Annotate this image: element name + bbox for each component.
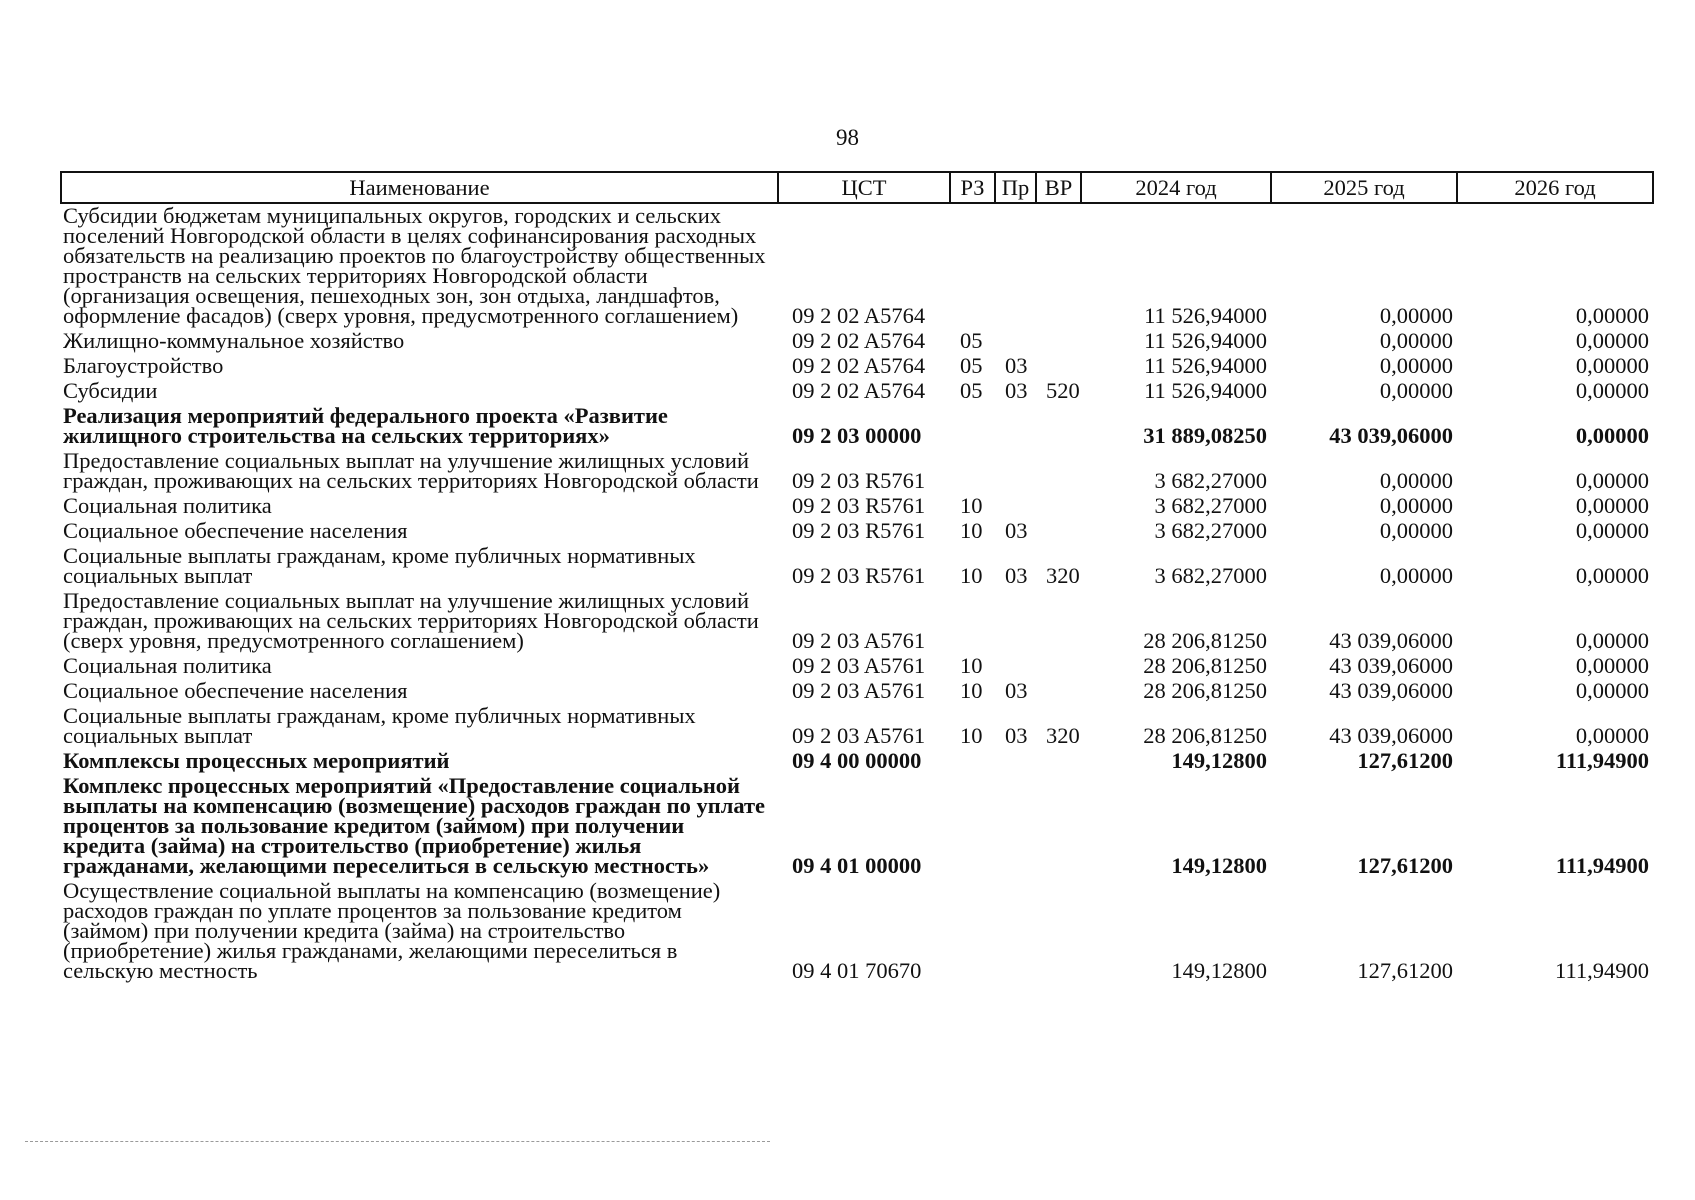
cell-pr [995, 203, 1036, 329]
cell-2026: 111,94900 [1555, 853, 1649, 878]
cell-pr [995, 494, 1036, 519]
cell-cst: 09 4 00 00000 [792, 748, 922, 773]
cell-cst: 09 2 03 R5761 [792, 518, 926, 543]
table-row [61, 544, 1653, 589]
cell-2025: 127,61200 [1357, 853, 1453, 878]
header-name: Наименование [61, 172, 778, 203]
cell-2025: 0,00000 [1379, 563, 1453, 588]
cell-2025: 127,61200 [1357, 748, 1453, 773]
cell-name: Осуществление социальной выплаты на компенсацию (возмещение) расходов граждан по уплате процентов за пользование кредитом (займом) при получении кредита (займа) на строительство (приобретение) жилья гражданами, желающими переселиться в сельскую местность [63, 878, 721, 983]
header-2025: 2025 год [1271, 172, 1457, 203]
table-row [61, 354, 1653, 379]
cell-rz [950, 404, 995, 449]
cell-name: Предоставление социальных выплат на улучшение жилищных условий граждан, проживающих на сельских территориях Новгородской области (сверх уровня, предусмотренного соглашением) [63, 588, 759, 653]
cell-rz [950, 203, 995, 329]
cell-pr [995, 449, 1036, 494]
cell-2026: 0,00000 [1575, 653, 1649, 678]
cell-2025: 43 039,06000 [1329, 723, 1453, 748]
cell-cst: 09 2 02 A5764 [792, 378, 926, 403]
cell-2024: 149,12800 [1171, 748, 1267, 773]
table-row [61, 404, 1653, 449]
page-number: 98 [836, 125, 859, 150]
header-2026: 2026 год [1457, 172, 1653, 203]
header-2024: 2024 год [1081, 172, 1271, 203]
cell-name: Социальная политика [63, 653, 272, 678]
table-row [61, 203, 1653, 329]
cell-2026: 0,00000 [1575, 468, 1649, 493]
cell-vr [1036, 354, 1081, 379]
cell-cst: 09 4 01 00000 [792, 853, 922, 878]
header-cst: ЦСТ [778, 172, 950, 203]
cell-cst: 09 2 02 A5764 [792, 328, 926, 353]
cell-rz: 10 [960, 678, 983, 703]
cell-cst: 09 2 03 00000 [792, 423, 922, 448]
cell-rz [950, 879, 995, 984]
cell-2025: 43 039,06000 [1329, 653, 1453, 678]
table-row [61, 654, 1653, 679]
table-row [61, 879, 1653, 984]
cell-vr: 320 [1046, 723, 1080, 748]
cell-2025: 127,61200 [1357, 958, 1453, 983]
cell-vr [1036, 749, 1081, 774]
cell-pr: 03 [1005, 723, 1028, 748]
cell-rz [950, 774, 995, 879]
cell-pr: 03 [1005, 518, 1028, 543]
cell-2024: 28 206,81250 [1143, 628, 1267, 653]
cell-pr: 03 [1005, 353, 1028, 378]
cell-2024: 28 206,81250 [1143, 653, 1267, 678]
cell-pr [995, 404, 1036, 449]
cell-name: Социальные выплаты гражданам, кроме публичных нормативных социальных выплат [63, 543, 696, 588]
cell-pr: 03 [1005, 378, 1028, 403]
cell-pr [995, 774, 1036, 879]
cell-name: Социальные выплаты гражданам, кроме публичных нормативных социальных выплат [63, 703, 696, 748]
table-row [61, 329, 1653, 354]
cell-pr [995, 749, 1036, 774]
cell-name: Социальная политика [63, 493, 272, 518]
cell-2024: 11 526,94000 [1144, 303, 1267, 328]
cell-name: Социальное обеспечение населения [63, 518, 408, 543]
cell-2026: 0,00000 [1575, 328, 1649, 353]
cell-2026: 0,00000 [1575, 628, 1649, 653]
cell-cst: 09 2 03 A5761 [792, 628, 926, 653]
header-rz: РЗ [950, 172, 995, 203]
cell-2024: 11 526,94000 [1144, 328, 1267, 353]
cell-pr [995, 589, 1036, 654]
table-row [61, 774, 1653, 879]
cell-vr: 320 [1046, 563, 1080, 588]
cell-2025: 43 039,06000 [1329, 423, 1453, 448]
cell-vr [1036, 449, 1081, 494]
table-row [61, 589, 1653, 654]
cell-rz: 05 [960, 353, 983, 378]
footer-divider [25, 1141, 770, 1142]
cell-name: Социальное обеспечение населения [63, 678, 408, 703]
cell-rz [950, 749, 995, 774]
cell-2026: 111,94900 [1555, 748, 1649, 773]
cell-vr: 520 [1046, 378, 1080, 403]
cell-name: Жилищно-коммунальное хозяйство [63, 328, 405, 353]
cell-2026: 111,94900 [1555, 958, 1649, 983]
cell-2025: 0,00000 [1379, 378, 1453, 403]
table-row [61, 749, 1653, 774]
table-row [61, 704, 1653, 749]
cell-2024: 3 682,27000 [1154, 493, 1267, 518]
cell-cst: 09 2 03 R5761 [792, 468, 926, 493]
cell-vr [1036, 589, 1081, 654]
cell-rz: 10 [960, 723, 983, 748]
cell-cst: 09 4 01 70670 [792, 958, 922, 983]
cell-name: Субсидии [63, 378, 158, 403]
cell-vr [1036, 404, 1081, 449]
cell-2026: 0,00000 [1575, 353, 1649, 378]
cell-vr [1036, 203, 1081, 329]
cell-2026: 0,00000 [1575, 678, 1649, 703]
cell-2026: 0,00000 [1575, 518, 1649, 543]
cell-2025: 0,00000 [1379, 353, 1453, 378]
cell-name: Благоустройство [63, 353, 224, 378]
cell-2025: 0,00000 [1379, 328, 1453, 353]
table-row [61, 494, 1653, 519]
cell-2025: 0,00000 [1379, 493, 1453, 518]
cell-2025: 0,00000 [1379, 303, 1453, 328]
cell-2025: 43 039,06000 [1329, 678, 1453, 703]
cell-cst: 09 2 03 R5761 [792, 493, 926, 518]
cell-2024: 11 526,94000 [1144, 378, 1267, 403]
cell-2024: 28 206,81250 [1143, 723, 1267, 748]
cell-2024: 3 682,27000 [1154, 518, 1267, 543]
cell-2026: 0,00000 [1575, 378, 1649, 403]
cell-2026: 0,00000 [1575, 723, 1649, 748]
cell-cst: 09 2 02 A5764 [792, 353, 926, 378]
cell-2024: 11 526,94000 [1144, 353, 1267, 378]
cell-rz: 05 [960, 378, 983, 403]
cell-pr [995, 654, 1036, 679]
cell-2024: 3 682,27000 [1154, 468, 1267, 493]
cell-vr [1036, 879, 1081, 984]
cell-2024: 149,12800 [1171, 958, 1267, 983]
cell-vr [1036, 494, 1081, 519]
cell-name: Реализация мероприятий федерального проекта «Развитие жилищного строительства на сельских территориях» [63, 403, 668, 448]
table-row [61, 449, 1653, 494]
cell-rz: 10 [960, 563, 983, 588]
cell-2026: 0,00000 [1575, 563, 1649, 588]
cell-vr [1036, 774, 1081, 879]
cell-name: Субсидии бюджетам муниципальных округов, городских и сельских поселений Новгородской области в целях софинансирования расходных обязательств на реализацию проектов по благоустройству общественных пространств на сельских территориях Новгородской области (организация освещения, пешеходных зон, зон отдыха, ландшафтов, оформление фасадов) (сверх уровня, предусмотренного соглашением) [63, 203, 766, 328]
cell-2026: 0,00000 [1575, 423, 1649, 448]
cell-2025: 0,00000 [1379, 468, 1453, 493]
cell-2024: 149,12800 [1171, 853, 1267, 878]
table-row [61, 679, 1653, 704]
table-row [61, 379, 1653, 404]
cell-cst: 09 2 03 A5761 [792, 678, 926, 703]
cell-rz [950, 449, 995, 494]
cell-2024: 31 889,08250 [1143, 423, 1267, 448]
cell-rz: 05 [960, 328, 983, 353]
cell-cst: 09 2 03 R5761 [792, 563, 926, 588]
cell-vr [1036, 329, 1081, 354]
cell-cst: 09 2 02 A5764 [792, 303, 926, 328]
cell-rz [950, 589, 995, 654]
cell-rz: 10 [960, 518, 983, 543]
budget-table [60, 171, 1654, 984]
cell-name: Комплексы процессных мероприятий [63, 748, 450, 773]
table-body [61, 203, 1653, 984]
cell-2024: 3 682,27000 [1154, 563, 1267, 588]
cell-name: Комплекс процессных мероприятий «Предоставление социальной выплаты на компенсацию (возмещение) расходов граждан по уплате процентов за пользование кредитом (займом) при получении кредита (займа) на строительство (приобретение) жилья гражданами, желающими переселиться в сельскую местность» [63, 773, 766, 878]
table-header-row [61, 172, 1653, 203]
cell-pr: 03 [1005, 678, 1028, 703]
cell-vr [1036, 679, 1081, 704]
table-row [61, 519, 1653, 544]
cell-pr [995, 879, 1036, 984]
cell-rz: 10 [960, 653, 983, 678]
cell-vr [1036, 519, 1081, 544]
cell-rz: 10 [960, 493, 983, 518]
cell-vr [1036, 654, 1081, 679]
cell-2024: 28 206,81250 [1143, 678, 1267, 703]
cell-2026: 0,00000 [1575, 493, 1649, 518]
cell-2025: 43 039,06000 [1329, 628, 1453, 653]
cell-pr: 03 [1005, 563, 1028, 588]
cell-2026: 0,00000 [1575, 303, 1649, 328]
cell-cst: 09 2 03 A5761 [792, 653, 926, 678]
cell-2025: 0,00000 [1379, 518, 1453, 543]
cell-name: Предоставление социальных выплат на улучшение жилищных условий граждан, проживающих на сельских территориях Новгородской области [63, 448, 759, 493]
cell-cst: 09 2 03 A5761 [792, 723, 926, 748]
header-pr: Пр [995, 172, 1036, 203]
cell-pr [995, 329, 1036, 354]
header-vr: ВР [1036, 172, 1081, 203]
